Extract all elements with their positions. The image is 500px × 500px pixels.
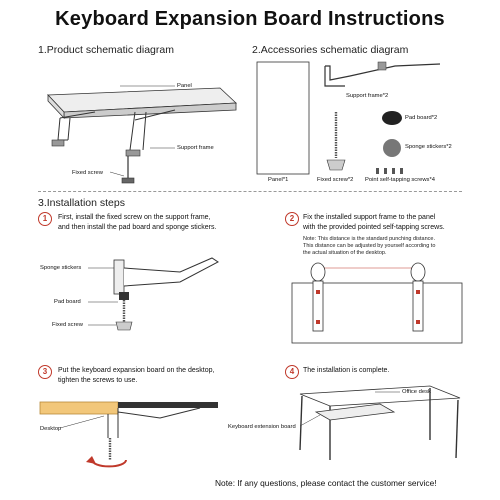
step-3-text-line2: tighten the screws to use. xyxy=(58,377,138,384)
label-office-desk: Office desk xyxy=(402,389,431,395)
label-panel: Panel xyxy=(177,83,192,89)
label-sponge-stickers: Sponge stickers*2 xyxy=(405,144,452,150)
label-self-tapping-screws: Point self-tapping screws*4 xyxy=(365,177,435,183)
label-pad-step1: Pad board xyxy=(54,299,81,305)
step-1-text-line1: First, install the fixed screw on the support frame, xyxy=(58,214,211,221)
step-2-badge: 2 xyxy=(285,212,299,226)
label-pad-board: Pad board*2 xyxy=(405,115,438,121)
label-screw-step1: Fixed screw xyxy=(52,322,83,328)
label-fixed-screw-2: Fixed screw*2 xyxy=(317,177,354,183)
label-desktop: Desktop xyxy=(40,426,62,432)
step-2-text-line2: with the provided pointed self-tapping screws. xyxy=(303,224,445,231)
step-4-text: The installation is complete. xyxy=(303,367,390,374)
step-2-note-line2: This distance can be adjusted by yourself according to xyxy=(303,243,436,249)
product-section-heading: 1.Product schematic diagram xyxy=(38,44,174,56)
installation-section-heading: 3.Installation steps xyxy=(38,197,125,209)
footer-note: Note: If any questions, please contact the customer service! xyxy=(215,478,437,488)
label-fixed-screw: Fixed screw xyxy=(72,170,103,176)
label-support-frame-2: Support frame*2 xyxy=(346,93,389,99)
label-sponge-step1: Sponge stickers xyxy=(40,265,82,271)
step-3-badge: 3 xyxy=(38,365,52,379)
label-support-frame: Support frame xyxy=(177,145,214,151)
step-2-text-line1: Fix the installed support frame to the panel xyxy=(303,214,436,221)
document-title: Keyboard Expansion Board Instructions xyxy=(55,8,445,30)
step-2-note-line3: the actual situation of the desktop. xyxy=(303,250,387,256)
step-1-badge: 1 xyxy=(38,212,52,226)
step-4-badge: 4 xyxy=(285,365,299,379)
accessories-section-heading: 2.Accessories schematic diagram xyxy=(252,44,409,56)
label-keyboard-extension-board: Keyboard extension board xyxy=(228,424,296,430)
label-panel-1: Panel*1 xyxy=(268,177,289,183)
step-3-text-line1: Put the keyboard expansion board on the desktop, xyxy=(58,367,215,374)
step-2-note-line1: Note: This distance is the standard punching distance. xyxy=(303,236,435,242)
step-1-text-line2: and then install the pad board and sponge stickers. xyxy=(58,224,217,231)
